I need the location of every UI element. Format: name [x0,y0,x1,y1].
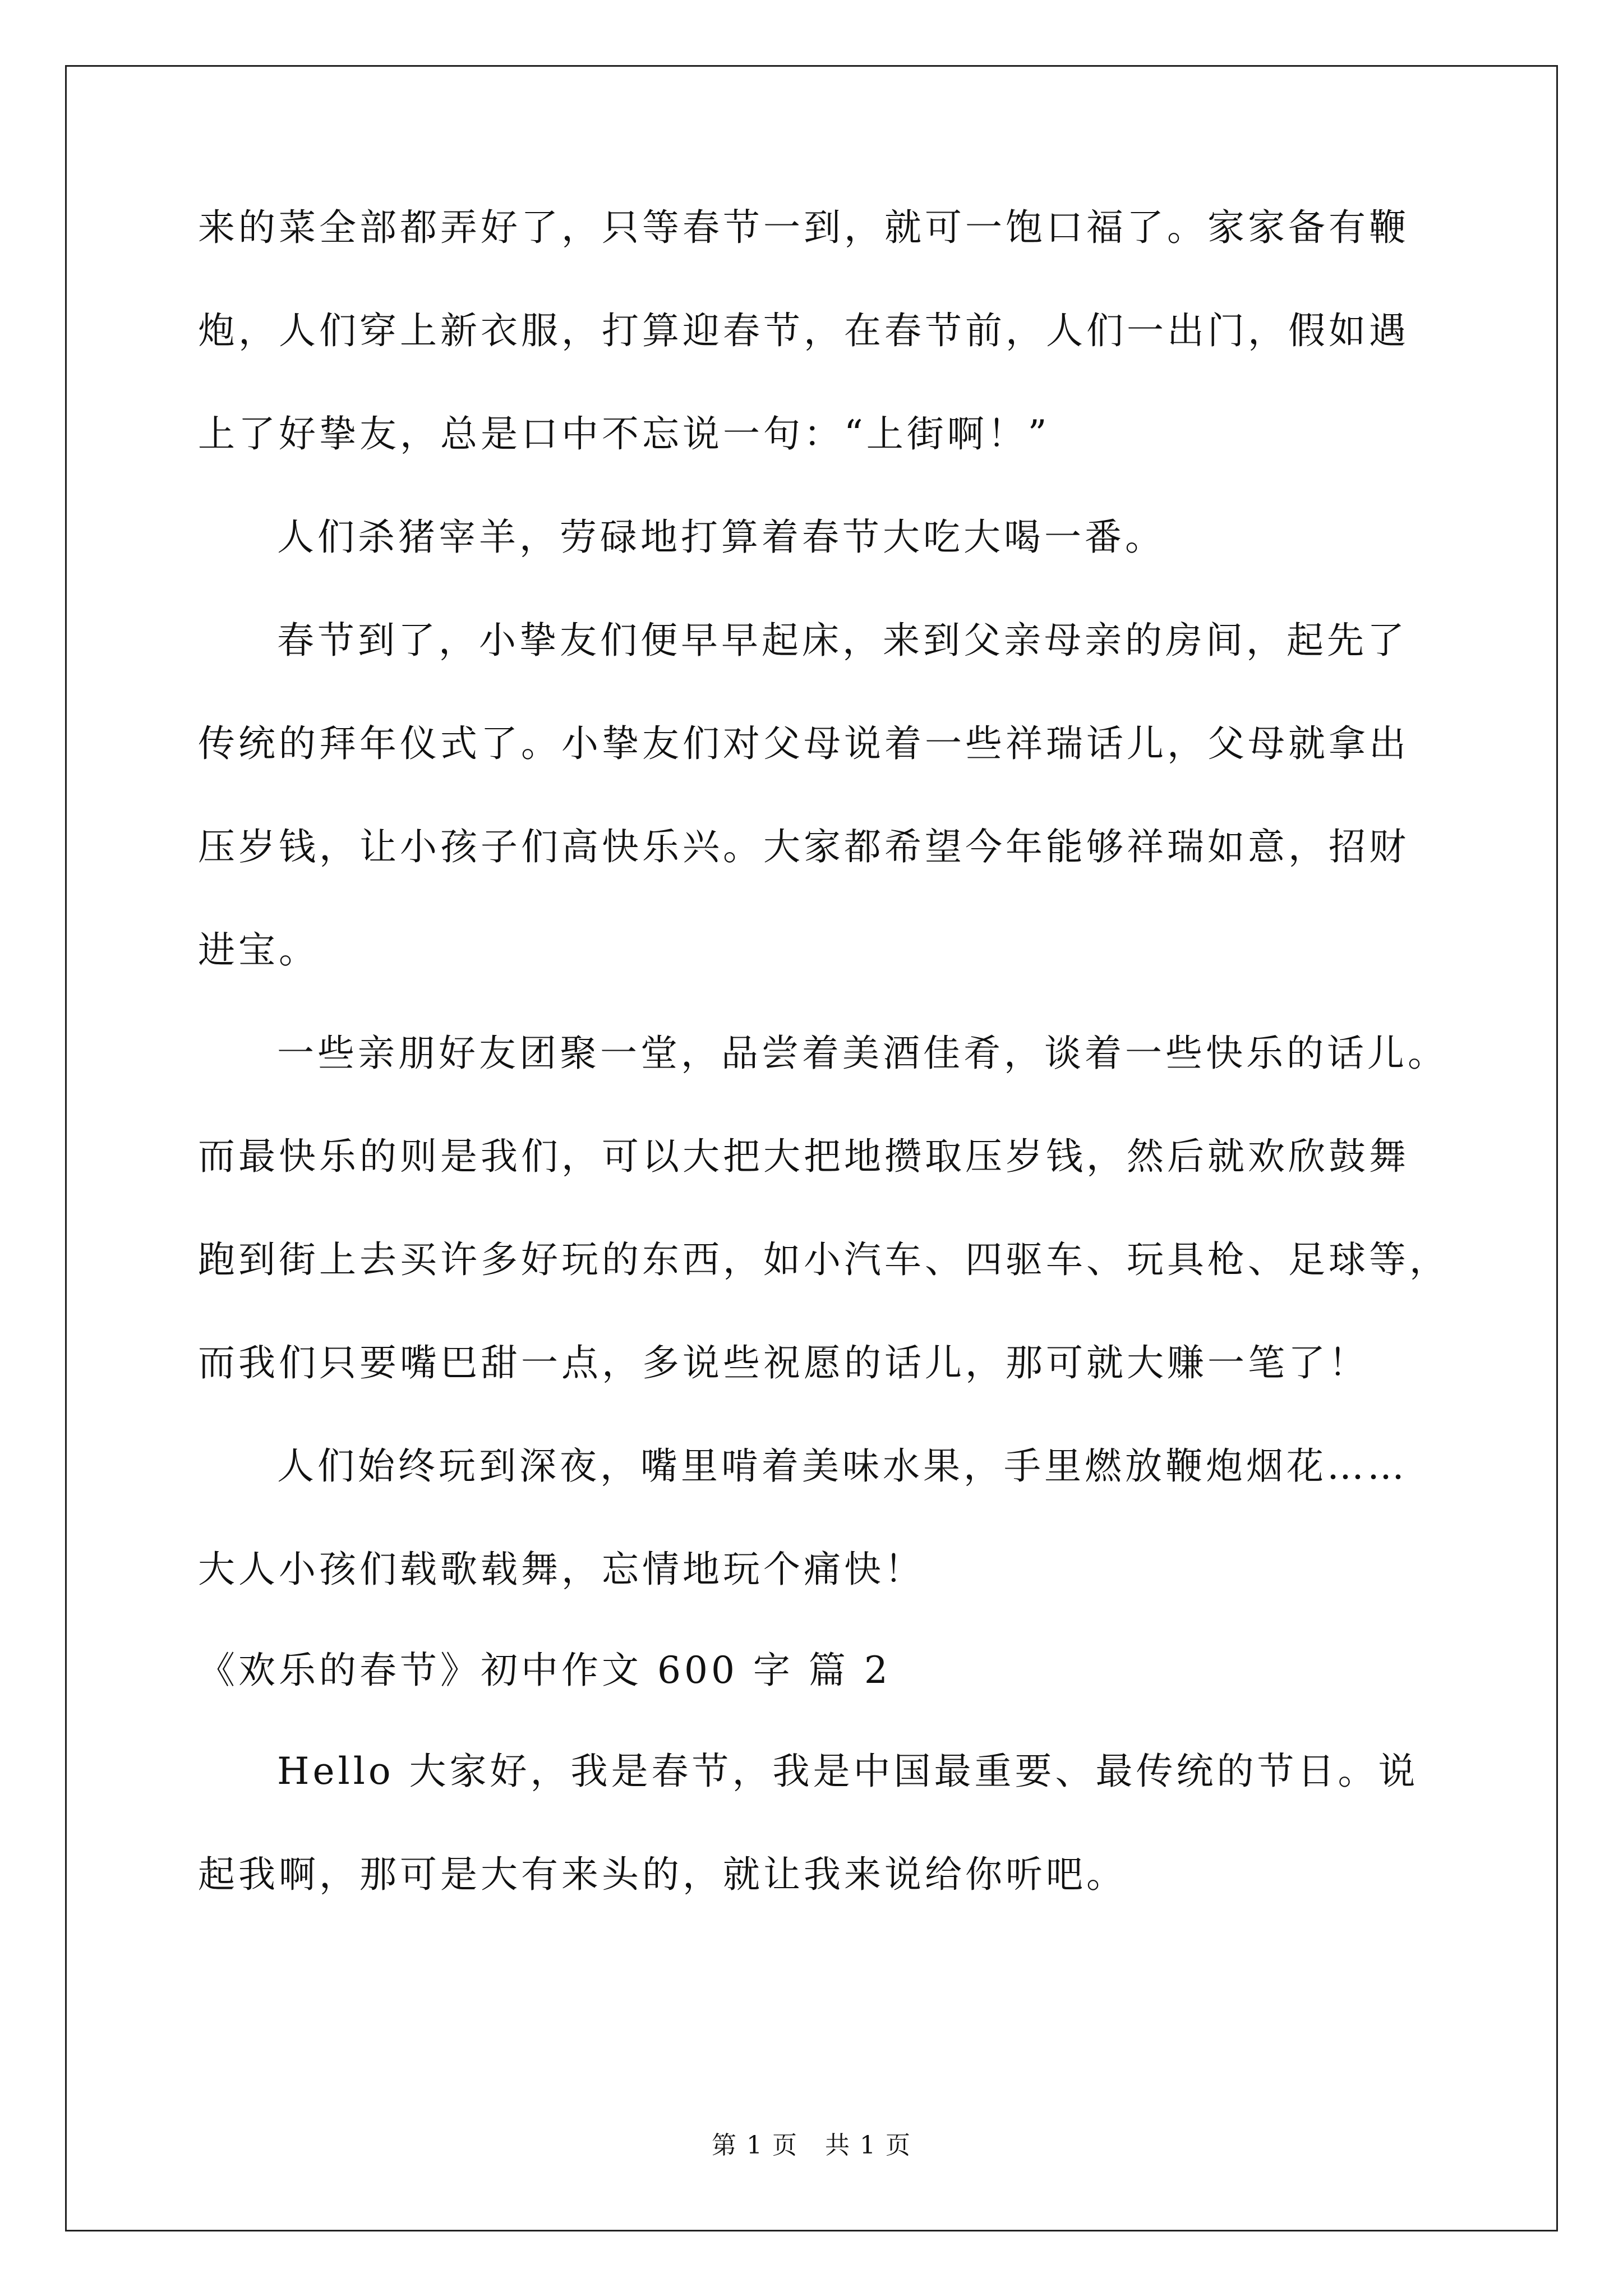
text-line: 跑到街上去买许多好玩的东西，如小汽车、四驱车、玩具枪、足球等， [198,1238,1450,1281]
text-line: 起我啊，那可是大有来头的，就让我来说给你听吧。 [198,1853,1127,1896]
paragraph-start-line: 春节到了，小挚友们便早早起床，来到父亲母亲的房间，起先了 [277,619,1408,662]
paragraph-start-line: Hello 大家好，我是春节，我是中国最重要、最传统的节日。说 [277,1750,1419,1793]
text-line: 炮，人们穿上新衣服，打算迎春节，在春节前，人们一出门，假如遇 [198,309,1409,352]
text-line: 上了好挚友，总是口中不忘说一句：“上街啊！” [198,412,1050,455]
paragraph-start-line: 人们杀猪宰羊，劳碌地打算着春节大吃大喝一番。 [277,516,1165,559]
paragraph-start-line: 人们始终玩到深夜，嘴里啃着美味水果，手里燃放鞭炮烟花…… [277,1444,1408,1488]
text-line: 进宝。 [198,928,319,972]
paragraph-start-line: 一些亲朋好友团聚一堂，品尝着美酒佳肴，谈着一些快乐的话儿。 [277,1032,1448,1075]
page-footer: 第 1 页 共 1 页 [712,2131,911,2160]
text-line: 来的菜全部都弄好了，只等春节一到，就可一饱口福了。家家备有鞭 [198,206,1409,249]
text-line: 而最快乐的则是我们，可以大把大把地攒取压岁钱，然后就欢欣鼓舞 [198,1135,1409,1178]
section-heading: 《欢乐的春节》初中作文 600 字 篇 2 [198,1649,891,1692]
text-line: 而我们只要嘴巴甜一点，多说些祝愿的话儿，那可就大赚一笔了！ [198,1341,1369,1384]
text-line: 压岁钱，让小孩子们高快乐兴。大家都希望今年能够祥瑞如意，招财 [198,825,1409,868]
text-line: 传统的拜年仪式了。小挚友们对父母说着一些祥瑞话儿，父母就拿出 [198,722,1409,765]
text-line: 大人小孩们载歌载舞，忘情地玩个痛快！ [198,1548,925,1591]
